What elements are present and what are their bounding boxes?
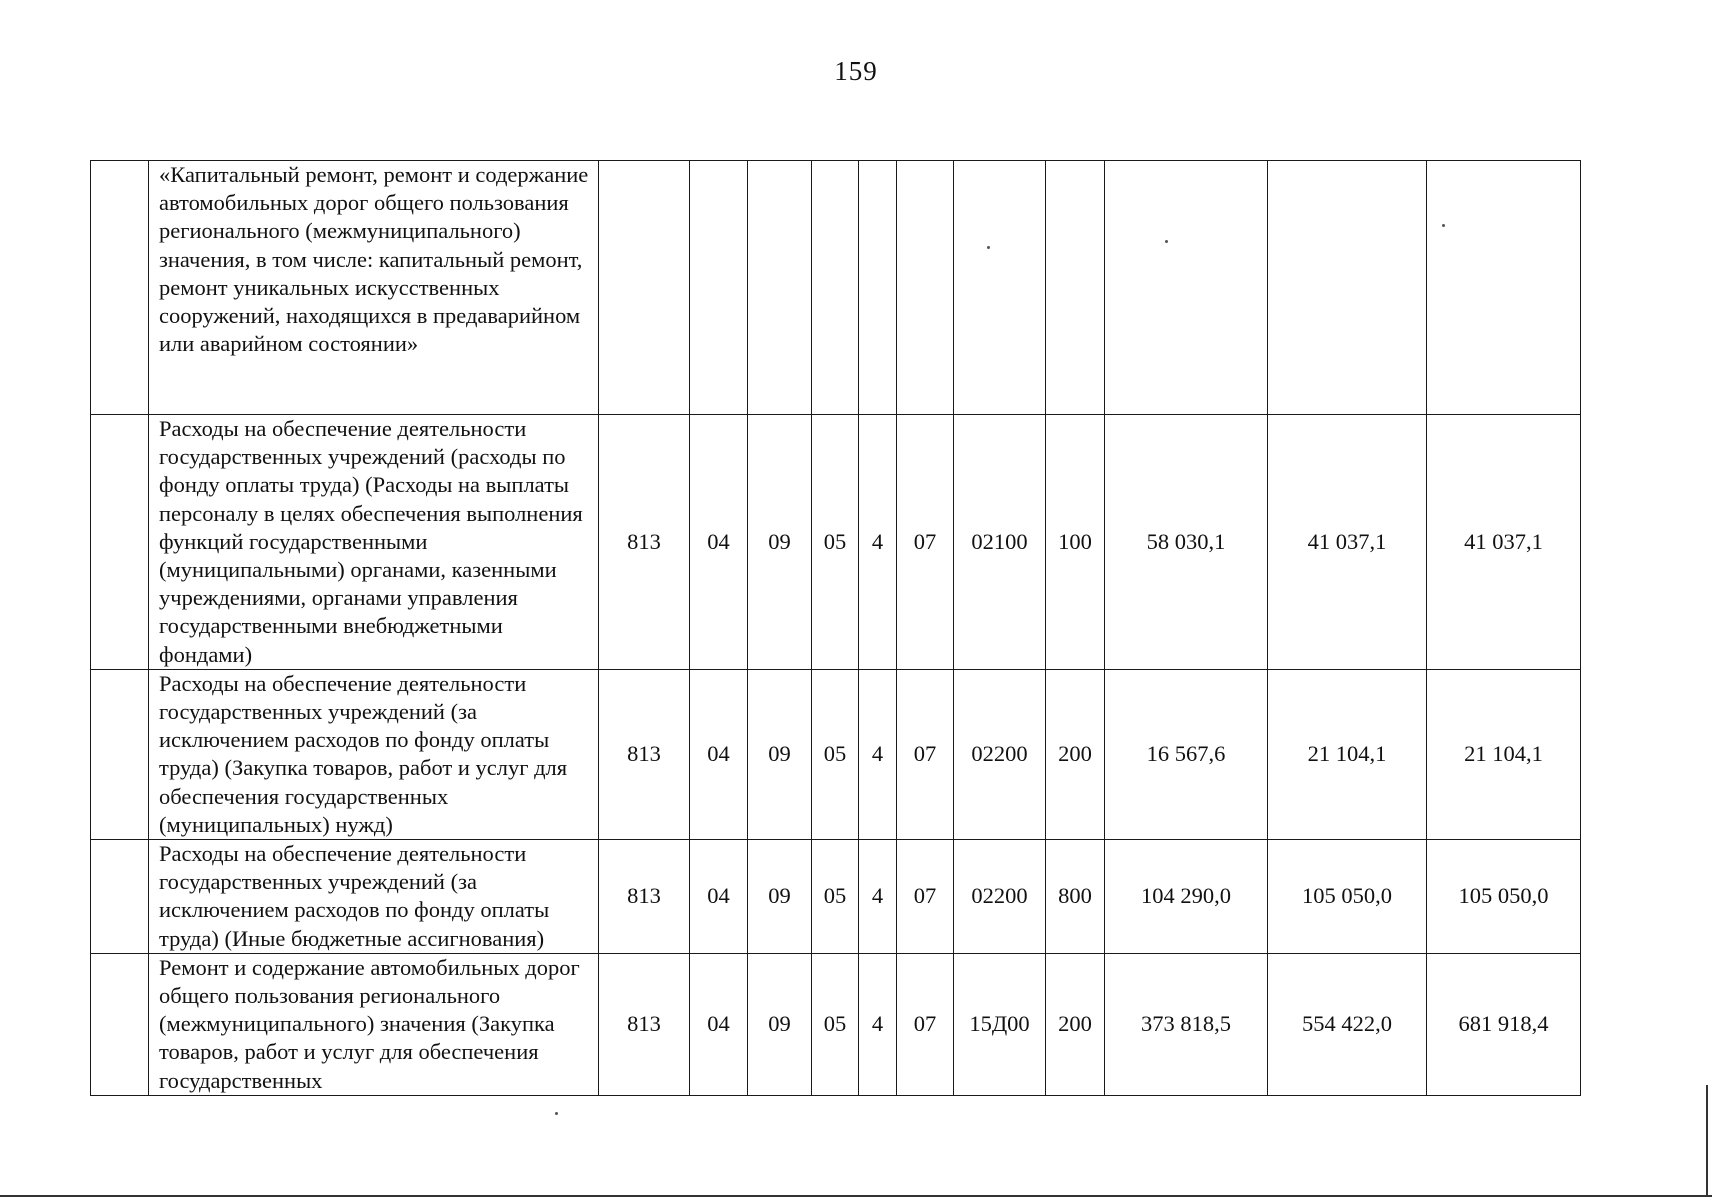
amount-year-2-cell: 105 050,0 bbox=[1268, 840, 1427, 954]
scan-speck bbox=[1442, 224, 1445, 227]
expense-direction-cell bbox=[954, 161, 1046, 415]
expense-type-cell bbox=[1046, 161, 1105, 415]
program-code-cell: 05 bbox=[812, 415, 859, 670]
amount-year-2-cell: 21 104,1 bbox=[1268, 669, 1427, 839]
row-number-cell bbox=[91, 669, 149, 839]
amount-year-1-cell: 104 290,0 bbox=[1105, 840, 1268, 954]
expense-type-cell: 100 bbox=[1046, 415, 1105, 670]
program-type-cell: 4 bbox=[859, 415, 897, 670]
section-code-cell: 04 bbox=[690, 669, 748, 839]
section-code-cell: 04 bbox=[690, 415, 748, 670]
scan-edge-line bbox=[1706, 1085, 1708, 1197]
subsection-code-cell: 09 bbox=[748, 840, 812, 954]
department-code-cell: 813 bbox=[599, 840, 690, 954]
amount-year-1-cell: 58 030,1 bbox=[1105, 415, 1268, 670]
scan-speck bbox=[1165, 240, 1168, 243]
row-number-cell bbox=[91, 840, 149, 954]
description-cell: «Капитальный ремонт, ремонт и содержание автомобильных дорог общего пользования регионального (межмуниципального) значения, в том числе: капитальный ремонт, ремонт уникальных искусственных сооружений, находящихся в предаварийном или аварийном состоянии» bbox=[149, 161, 599, 415]
description-cell: Расходы на обеспечение деятельности государственных учреждений (за исключением расходов по фонду оплаты труда) (Иные бюджетные ассигнования) bbox=[149, 840, 599, 954]
expense-direction-cell: 02200 bbox=[954, 840, 1046, 954]
description-cell: Ремонт и содержание автомобильных дорог общего пользования регионального (межмуниципального) значения (Закупка товаров, работ и услуг для обеспечения государственных bbox=[149, 953, 599, 1095]
amount-year-2-cell: 41 037,1 bbox=[1268, 415, 1427, 670]
section-code-cell: 04 bbox=[690, 840, 748, 954]
scan-speck bbox=[555, 1112, 558, 1115]
table-row bbox=[91, 840, 1581, 954]
program-type-cell bbox=[859, 161, 897, 415]
program-type-cell: 4 bbox=[859, 953, 897, 1095]
subprogram-code-cell: 07 bbox=[897, 953, 954, 1095]
expense-type-cell: 800 bbox=[1046, 840, 1105, 954]
amount-year-1-cell bbox=[1105, 161, 1268, 415]
subprogram-code-cell bbox=[897, 161, 954, 415]
expense-direction-cell: 02100 bbox=[954, 415, 1046, 670]
table-row bbox=[91, 669, 1581, 839]
section-code-cell: 04 bbox=[690, 953, 748, 1095]
program-type-cell: 4 bbox=[859, 840, 897, 954]
scan-speck bbox=[987, 246, 990, 249]
amount-year-3-cell: 681 918,4 bbox=[1427, 953, 1581, 1095]
program-code-cell: 05 bbox=[812, 953, 859, 1095]
subsection-code-cell: 09 bbox=[748, 669, 812, 839]
expense-direction-cell: 15Д00 bbox=[954, 953, 1046, 1095]
table-row bbox=[91, 415, 1581, 670]
description-cell: Расходы на обеспечение деятельности государственных учреждений (за исключением расходов по фонду оплаты труда) (Закупка товаров, работ и услуг для обеспечения государственных (муниципальных) нужд) bbox=[149, 669, 599, 839]
department-code-cell bbox=[599, 161, 690, 415]
subsection-code-cell: 09 bbox=[748, 953, 812, 1095]
expense-type-cell: 200 bbox=[1046, 953, 1105, 1095]
amount-year-2-cell bbox=[1268, 161, 1427, 415]
page-number: 159 bbox=[834, 56, 878, 86]
amount-year-3-cell: 41 037,1 bbox=[1427, 415, 1581, 670]
row-number-cell bbox=[91, 161, 149, 415]
amount-year-3-cell: 21 104,1 bbox=[1427, 669, 1581, 839]
amount-year-3-cell: 105 050,0 bbox=[1427, 840, 1581, 954]
program-type-cell: 4 bbox=[859, 669, 897, 839]
expense-direction-cell: 02200 bbox=[954, 669, 1046, 839]
subprogram-code-cell: 07 bbox=[897, 840, 954, 954]
department-code-cell: 813 bbox=[599, 415, 690, 670]
amount-year-3-cell bbox=[1427, 161, 1581, 415]
row-number-cell bbox=[91, 953, 149, 1095]
department-code-cell: 813 bbox=[599, 669, 690, 839]
budget-table bbox=[90, 160, 1581, 1096]
subprogram-code-cell: 07 bbox=[897, 415, 954, 670]
subsection-code-cell: 09 bbox=[748, 415, 812, 670]
amount-year-2-cell: 554 422,0 bbox=[1268, 953, 1427, 1095]
description-cell: Расходы на обеспечение деятельности государственных учреждений (расходы по фонду оплаты труда) (Расходы на выплаты персоналу в целях обеспечения выполнения функций государственными (муниципальными) органами, казенными учреждениями, органами управления государственными внебюджетными фондами) bbox=[149, 415, 599, 670]
subsection-code-cell bbox=[748, 161, 812, 415]
amount-year-1-cell: 373 818,5 bbox=[1105, 953, 1268, 1095]
department-code-cell: 813 bbox=[599, 953, 690, 1095]
table-row bbox=[91, 161, 1581, 415]
row-number-cell bbox=[91, 415, 149, 670]
program-code-cell: 05 bbox=[812, 840, 859, 954]
program-code-cell bbox=[812, 161, 859, 415]
program-code-cell: 05 bbox=[812, 669, 859, 839]
table-row bbox=[91, 953, 1581, 1095]
scan-edge-line bbox=[0, 1195, 1712, 1197]
subprogram-code-cell: 07 bbox=[897, 669, 954, 839]
section-code-cell bbox=[690, 161, 748, 415]
expense-type-cell: 200 bbox=[1046, 669, 1105, 839]
amount-year-1-cell: 16 567,6 bbox=[1105, 669, 1268, 839]
